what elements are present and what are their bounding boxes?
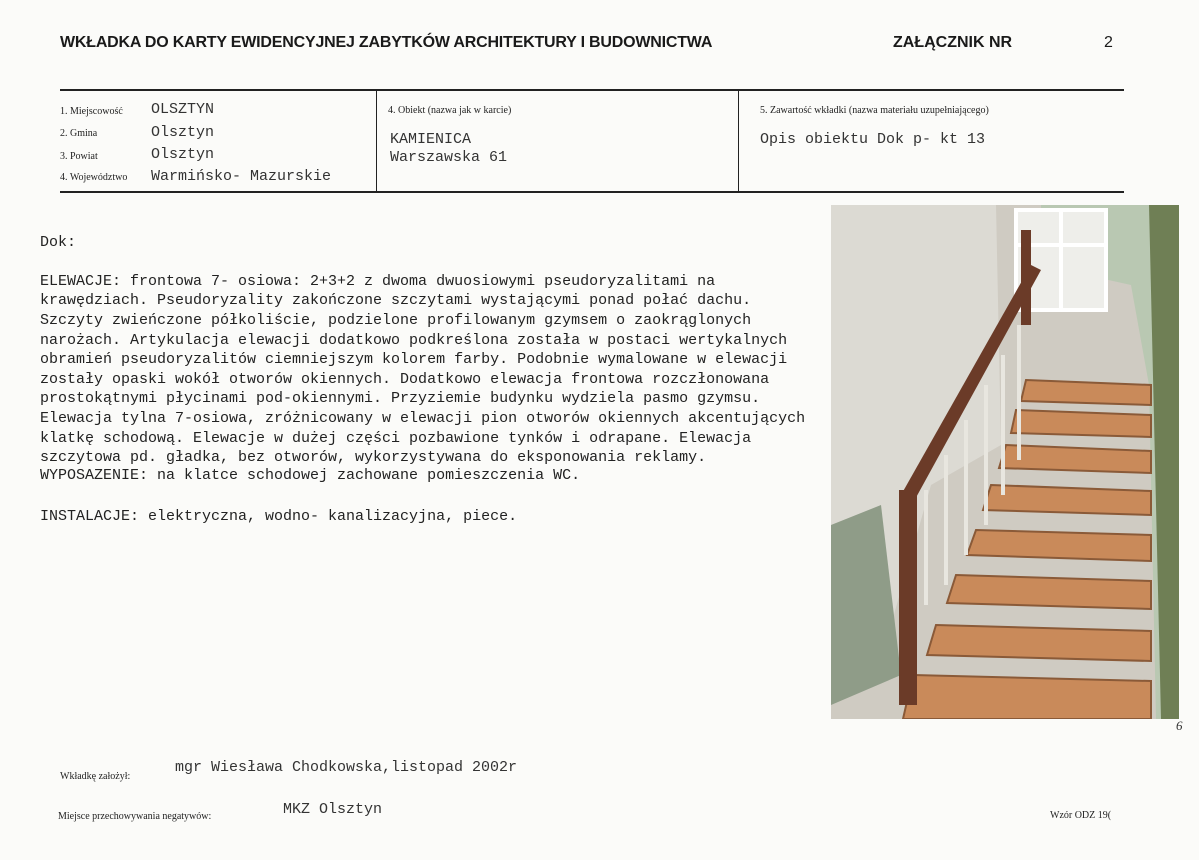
locality-label: 1. Miejscowość [60,106,123,117]
column-divider-2 [738,91,739,192]
document-title: WKŁADKA DO KARTY EWIDENCYJNEJ ZABYTKÓW ARCHITEKTURY I BUDOWNICTWA [60,34,713,51]
object-address: Warszawska 61 [390,149,508,166]
author-label: Wkładkę założył: [60,771,131,782]
top-rule [60,89,1124,91]
content-value: Opis obiektu Dok p- kt 13 [760,131,986,148]
column-divider-1 [376,91,377,192]
staircase-photo-image [831,205,1179,719]
page-number: 2 [1104,34,1113,51]
photo-number: 6 [1176,718,1183,733]
author-value: mgr Wiesława Chodkowska,listopad 2002r [175,759,518,776]
description-block [40,213,820,487]
installations-paragraph: INSTALACJE: elektryczna, wodno- kanalizacyjna, piece. [40,508,518,525]
content-label: 5. Zawartość wkładki (nazwa materiału uzupełniającego) [760,105,989,116]
staircase-photo [831,205,1179,719]
commune-value: Olsztyn [151,124,215,141]
voivodeship-label: 4. Województwo [60,172,128,183]
commune-label: 2. Gmina [60,128,98,139]
district-value: Olsztyn [151,146,215,163]
district-label: 3. Powiat [60,151,98,162]
negatives-value: MKZ Olsztyn [283,801,383,818]
description-heading: Dok: [40,233,77,251]
equipment-paragraph: WYPOSAZENIE: na klatce schodowej zachowane pomieszczenia WC. [40,467,581,484]
object-label: 4. Obiekt (nazwa jak w karcie) [388,105,512,116]
locality-value: OLSZTYN [151,101,215,118]
elevations-paragraph: ELEWACJE: frontowa 7- osiowa: 2+3+2 z dwoma dwuosiowymi pseudoryzalitami na krawędziach. Pseudoryzality zakończone szczytami wystającymi ponad połać dachu. Szczyty zwieńczone półkoliście, podzielone profilowanym gzymsem o zaokrąglonych narożach. Artykulacja elewacji dodatkowo podkreślona została w postaci wertykalnych obramień pseudoryzalitów ciemniejszym kolorem farby. Podobnie wymalowane w elewacji zostały opaski wokół otworów okiennych. Dodatkowo elewacja frontowa rozczłonowana prostokątnymi płycinami pod-okiennymi. Przyziemie budynku wydziela pasmo gzymsu. Elewacja tylna 7-osiowa, zróżnicowany w elewacji pion otworów okiennych akcentujących klatkę schodową. Elewacje w dużej części pozbawione tynków i odrapane. Elewacja szczytowa pd. gładka, bez otworów, wykorzystywana do eksponowania reklamy. [40,272,806,467]
object-name: KAMIENICA [390,131,472,148]
bottom-rule [60,191,1124,193]
voivodeship-value: Warmińsko- Mazurskie [151,168,332,185]
annex-label: ZAŁĄCZNIK NR [893,34,1013,51]
form-code: Wzór ODZ 19( [1050,810,1112,821]
negatives-label: Miejsce przechowywania negatywów: [58,811,212,822]
